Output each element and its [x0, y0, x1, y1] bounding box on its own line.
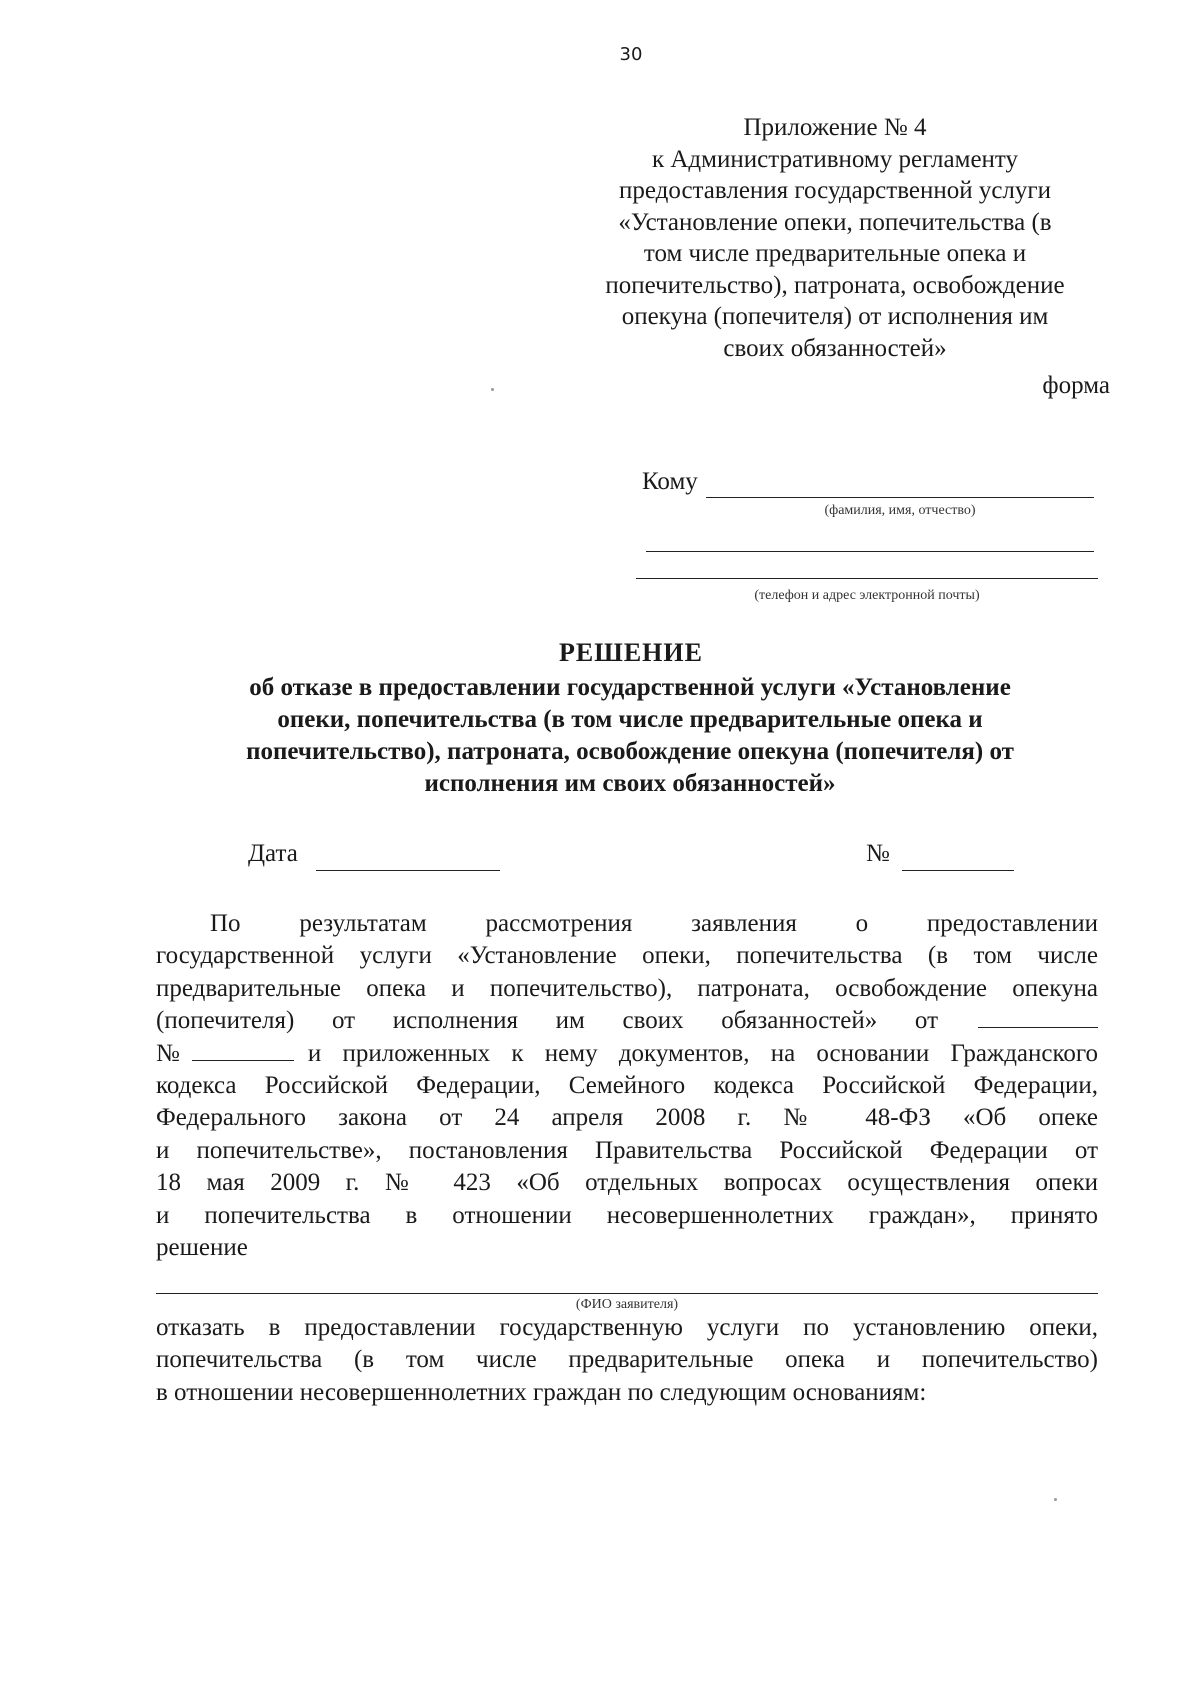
appendix-header: [570, 112, 1100, 364]
appendix-line: Приложение № 4: [743, 114, 927, 141]
application-date-blank[interactable]: [978, 1005, 1098, 1028]
number-label: №: [866, 840, 890, 867]
addressee-address-line[interactable]: [646, 551, 1094, 552]
appendix-line: своих обязанностей»: [723, 334, 947, 362]
decision-subtitle-line: опеки, попечительства (в том числе предварительные опека и: [277, 706, 983, 733]
decision-subtitle-line: исполнения им своих обязанностей»: [424, 770, 836, 797]
appendix-line: опекуна (попечителя) от исполнения им: [621, 303, 1049, 330]
date-label: Дата: [248, 840, 298, 867]
result-line: попечительства (в том числе предварительные опека и попечительство): [156, 1346, 1098, 1374]
body-line: Федерального закона от 24 апреля 2008 г. № 48-ФЗ «Об опеке: [156, 1104, 1098, 1132]
date-field-line[interactable]: [316, 870, 500, 871]
appendix-line: попечительство), патроната, освобождение: [605, 271, 1065, 299]
appendix-line: к Административному регламенту: [651, 145, 1019, 173]
body-line: предварительные опека и попечительство), патроната, освобождение опекуна: [156, 974, 1098, 1002]
scan-speck: [491, 388, 494, 391]
decision-title: РЕШЕНИЕ: [559, 638, 703, 667]
decision-subtitle-line: попечительство), патроната, освобождение опекуна (попечителя) от: [246, 738, 1014, 765]
body-line: и попечительстве», постановления Правительства Российской Федерации от: [156, 1136, 1098, 1164]
appendix-line: том числе предварительные опека и: [643, 240, 1027, 267]
body-line: 18 мая 2009 г. № 423 «Об отдельных вопросах осуществления опеки: [156, 1169, 1098, 1197]
body-line: решение: [156, 1234, 248, 1262]
body-line-text: №: [156, 1039, 180, 1067]
application-number-blank[interactable]: [192, 1038, 294, 1061]
addressee-contact-caption: (телефон и адрес электронной почты): [754, 588, 980, 603]
body-line: [156, 1038, 1098, 1070]
form-label: форма: [1042, 372, 1110, 399]
addressee-label: Кому: [642, 468, 698, 495]
addressee-name-caption: (фамилия, имя, отчество): [824, 503, 976, 518]
page-number: 30: [619, 44, 643, 65]
addressee-contact-line[interactable]: [636, 578, 1098, 579]
applicant-name-line[interactable]: [156, 1293, 1098, 1294]
body-line: [156, 1005, 1098, 1037]
body-paragraph: [156, 908, 1098, 1264]
appendix-line: предоставления государственной услуги: [618, 177, 1052, 204]
body-line-text: и приложенных к нему документов, на основании Гражданского: [307, 1039, 1098, 1067]
decision-subtitle: [180, 672, 1080, 800]
body-line: государственной услуги «Установление опеки, попечительства (в том числе: [156, 942, 1098, 970]
body-line: По результатам рассмотрения заявления о предоставлении: [210, 910, 1098, 937]
result-line: в отношении несовершеннолетних граждан по следующим основаниям:: [156, 1378, 927, 1406]
result-paragraph: [156, 1312, 1098, 1409]
addressee-name-line[interactable]: [706, 497, 1094, 498]
body-line: кодекса Российской Федерации, Семейного кодекса Российской Федерации,: [156, 1072, 1098, 1100]
decision-subtitle-line: об отказе в предоставлении государственной услуги «Установление: [249, 674, 1011, 701]
appendix-line: «Установление опеки, попечительства (в: [618, 208, 1052, 236]
scan-speck: [1054, 1498, 1057, 1501]
body-line-text: (попечителя) от исполнения им своих обязанностей» от: [156, 1007, 938, 1035]
result-line: отказать в предоставлении государственную услуги по установлению опеки,: [156, 1314, 1098, 1341]
number-field-line[interactable]: [902, 870, 1014, 871]
applicant-caption: (ФИО заявителя): [575, 1297, 679, 1312]
body-line: и попечительства в отношении несовершеннолетних граждан», принято: [156, 1201, 1098, 1229]
